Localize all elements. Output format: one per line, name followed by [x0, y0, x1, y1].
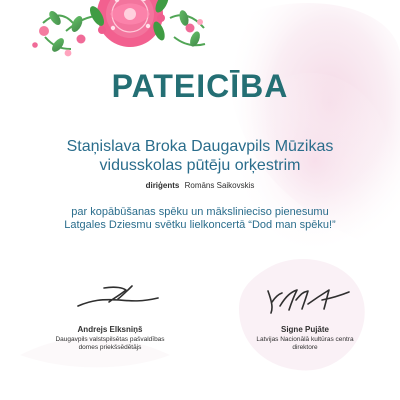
award-reason-line-1: par kopābūšanas spēku un mākslinieciso pienesumu	[71, 206, 329, 218]
left-signatory	[40, 325, 180, 352]
right-signatory-role-line-1: Latvijas Nacionālā kultūras centra	[256, 336, 354, 343]
conductor-role: diriģents	[145, 181, 180, 190]
signature-icon	[74, 282, 162, 312]
award-reason	[16, 206, 384, 232]
recipient-block	[40, 137, 360, 175]
recipient-line-2: vidusskolas pūtēju orķestrim	[99, 157, 301, 174]
certificate-title: PATEICĪBA	[111, 68, 289, 104]
conductor-name: Romāns Saikovskis	[184, 181, 255, 190]
right-signatory-name: Signe Pujāte	[280, 325, 329, 334]
recipient-line-1: Staņislava Broka Daugavpils Mūzikas	[66, 138, 334, 155]
award-reason-line-2: Latgales Dziesmu svētku lielkoncertā “Dod man spēku!”	[64, 219, 336, 231]
right-signatory-role-line-2: direktore	[292, 344, 318, 351]
left-signatory-name: Andrejs Elksniņš	[77, 325, 143, 334]
right-signatory	[235, 325, 375, 352]
left-signatory-role-line-1: Daugavpils valstspilsētas pašvaldības	[55, 336, 165, 343]
festival-seal-icon	[88, 0, 172, 56]
conductor-line	[0, 181, 400, 191]
left-signatory-role-line-2: domes priekšsēdētājs	[78, 344, 142, 351]
signature-icon	[262, 282, 354, 314]
